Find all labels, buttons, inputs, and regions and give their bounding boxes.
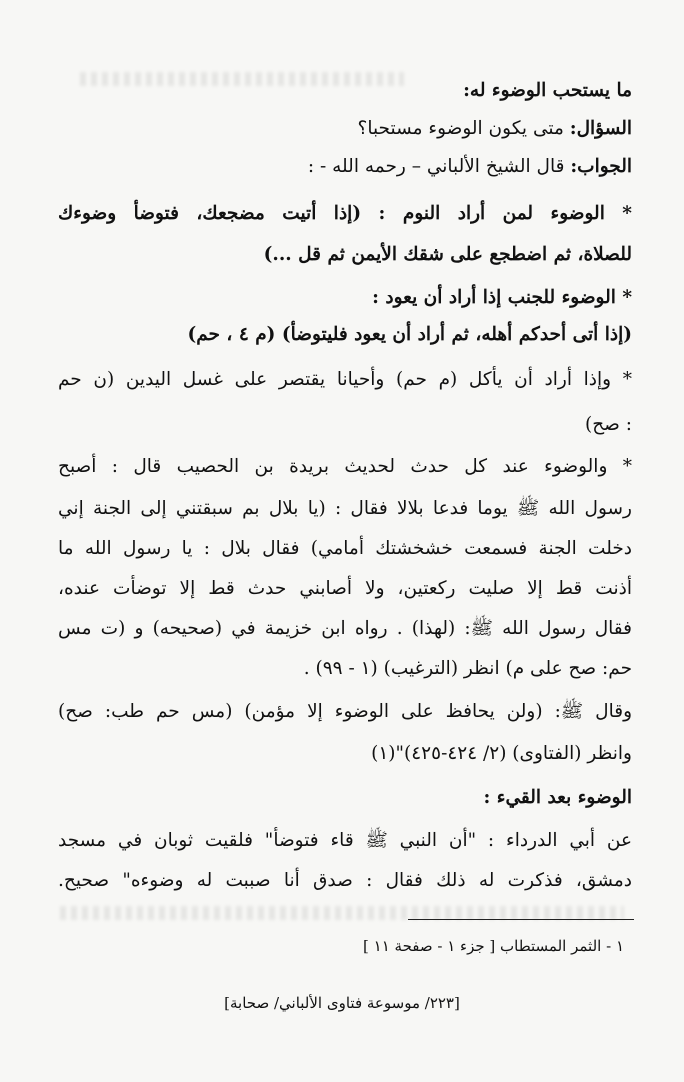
body-line-1: * الوضوء لمن أراد النوم : (إذا أتيت مضجعك، فتوضأ وضوءك (58, 203, 632, 224)
body-line-8: رسول الله ﷺ يوما فدعا بلالا فقال : (يا بلال بم سبقتني إلى الجنة إني (58, 498, 632, 519)
body-line-13: وقال ﷺ: (ولن يحافظ على الوضوء إلا مؤمن) (مس حم طب: صح) (58, 701, 632, 722)
footnote-divider (408, 919, 634, 920)
question-text: متى يكون الوضوء مستحبا؟ (357, 118, 564, 139)
subheading-vomit: الوضوء بعد القيء : (483, 787, 632, 808)
body-line-6: : صح) (585, 414, 632, 435)
page-footer: [٢٢٣/ موسوعة فتاوى الألباني/ صحابة] (224, 994, 460, 1012)
footnote: ١ - الثمر المستطاب [ جزء ١ - صفحة ١١ ] (363, 937, 624, 955)
body-line-3: * الوضوء للجنب إذا أراد أن يعود : (372, 287, 632, 308)
body-line-2: للصلاة، ثم اضطجع على شقك الأيمن ثم قل ...) (263, 244, 632, 265)
question-line (58, 114, 632, 144)
answer-line (58, 152, 632, 182)
body-line-11: فقال رسول الله ﷺ: (لهذا) . رواه ابن خزيمة في (صحيحه) و (ت مس (58, 618, 632, 639)
body-line-12: حم: صح على م) انظر (الترغيب) (١ - ٩٩) . (303, 658, 632, 679)
body-line-16: عن أبي الدرداء : "أن النبي ﷺ قاء فتوضأ" فلقيت ثوبان في مسجد (58, 830, 632, 851)
section-heading: ما يستحب الوضوء له: (463, 80, 632, 101)
body-line-9: دخلت الجنة فسمعت خشخشتك أمامي) فقال بلال : يا رسول الله ما (58, 538, 632, 559)
body-line-7: * والوضوء عند كل حدث لحديث بريدة بن الحصيب قال : أصبح (58, 456, 632, 477)
body-line-5: * وإذا أراد أن يأكل (م حم) وأحيانا يقتصر على غسل اليدين (ن حم (58, 369, 632, 390)
body-line-10: أذنت قط إلا صليت ركعتين، ولا أصابني حدث قط إلا توضأت عنده، (58, 578, 632, 599)
question-label: السؤال: (569, 118, 632, 139)
bleed-through-bottom (60, 906, 624, 920)
body-line-14: وانظر (الفتاوى) (٢/ ٤٢٤-٤٢٥)"(١) (371, 743, 632, 764)
answer-label: الجواب: (570, 156, 632, 177)
body-line-17: دمشق، فذكرت له ذلك فقال : صدق أنا صببت له وضوءه" صحيح. (58, 870, 632, 891)
body-line-4: (إذا أتى أحدكم أهله، ثم أراد أن يعود فليتوضأ) (م ٤ ، حم) (187, 324, 632, 345)
answer-text: قال الشيخ الألباني – رحمه الله - : (307, 156, 565, 177)
